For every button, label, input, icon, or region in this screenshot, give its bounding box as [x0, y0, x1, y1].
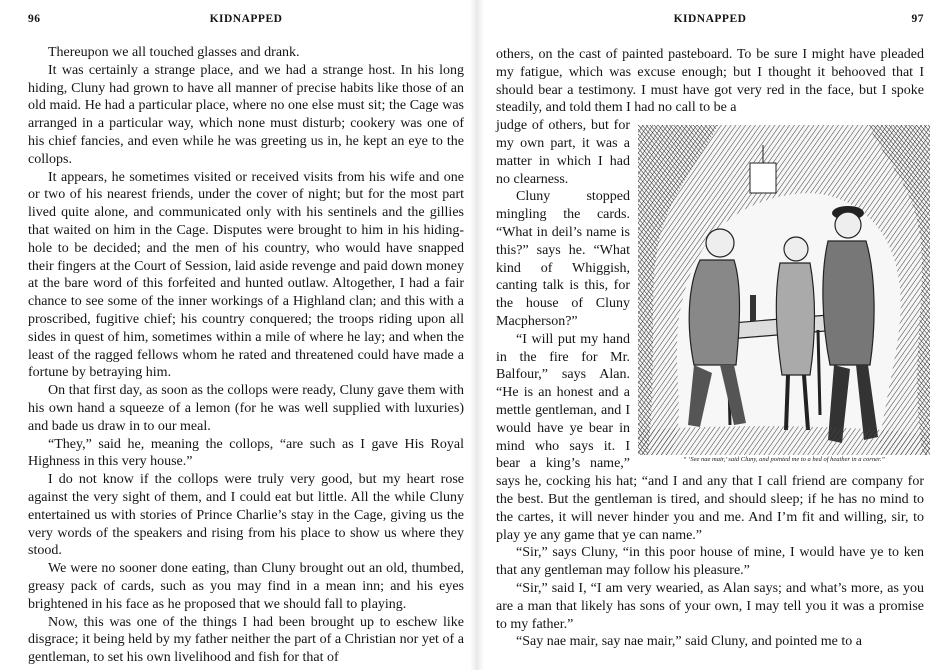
left-page-number: 96: [28, 13, 41, 25]
paragraph: It appears, he sometimes visited or received visits from his wife and one or two of his nearest friends, under the cover of night; but for the most part lived quite alone, and communicated only with his sentinels and the gillies that waited on him in the Cage. Disputes were brought to him in his hiding-hole to be decided; and the men of his country, who would have snapped their fingers at the Court of Session, laid aside revenge and paid down money at the bare word of this forfeited and hunted outlaw. Altogether, I had a fair chance to see some of the inner workings of a Highland clan; and this with a proscribed, fugitive chief; his country conquered; the troops riding upon all sides in quest of him, sometimes within a mile of where he lay; and when the least of the ragged fellows whom he rated and threatened could have made a fortune by betraying him.: [28, 169, 464, 381]
illustration-figure: [638, 125, 930, 464]
paragraph: Now, this was one of the things I had been brought up to eschew like disgrace; it being held by my father neither the part of a Christian nor yet of a gentleman, to set his own livelihood and fish for that of: [28, 614, 464, 666]
illustration-caption: “ ‘See nae mair,’ said Cluny, and pointed me to a bed of heather in a corner.”: [682, 456, 886, 464]
paragraph: “They,” said he, meaning the collops, “are such as I gave His Royal Highness in this very house.”: [28, 436, 464, 470]
paragraph: “Say nae mair, say nae mair,” said Cluny, and pointed me to a: [516, 634, 862, 650]
right-page: [496, 0, 924, 670]
paragraph: “Sir,” said I, “I am very wearied, as Alan says; and what’s more, as you are a man that likely has sons of your own, I may tell you it was a promise to my father.”: [496, 580, 924, 632]
right-page-number: 97: [911, 13, 924, 25]
paragraph: Cluny stopped mingling the cards. “What in deil’s name is this?” says he. “What kind of Whiggish, canting talk is this, for the house of Cluny Macpherson?”: [496, 189, 630, 329]
right-page-header: [496, 0, 924, 28]
left-page-header: [28, 0, 464, 28]
paragraph: “I will put my hand in the fire for Mr. Balfour,” says Alan. “He is an honest and a mettle gentleman, and I would have ye bear in mind who says it. I bear a king’s name,” says he, cocking his hat; “and I and any that I call friend are company for the best. But the gentleman is tired, and should sleep; if he has no mind to the cartes, it will never hinder you and me. And I’m fit and willing, sir, to play ye any game that ye can name.”: [496, 331, 924, 543]
engraving-illustration-icon: [638, 125, 930, 455]
paragraph: Thereupon we all touched glasses and drank.: [48, 45, 300, 60]
left-page: [28, 0, 464, 670]
paragraph: I do not know if the collops were truly very good, but my heart rose against the very sight of them, and I could eat but little. All the while Cluny entertained us with stories of Prince Charlie’s stay in the Cage, giving us the very words of the speakers and rising from his place to show us where they stood.: [28, 472, 464, 559]
paragraph: “Sir,” says Cluny, “in this poor house of mine, I would have ye to ken that any gentleman may follow his pleasure.”: [496, 545, 924, 579]
paragraph: others, on the cast of painted pasteboard. To be sure I might have pleaded my fatigue, which was excuse enough; but I thought it behooved that I should bear a testimony. I must have got very red in the face, but I spoke steadily, and told them I had no call to be a: [496, 47, 924, 116]
right-running-head: KIDNAPPED: [673, 13, 747, 25]
paragraph: On that first day, as soon as the collops were ready, Cluny gave them with his own hand a squeeze of a lemon (for he was well supplied with luxuries) and bade us draw in to our meal.: [28, 383, 464, 434]
left-body-text: [28, 44, 464, 667]
paragraph: We were no sooner done eating, than Cluny brought out an old, thumbed, greasy pack of cards, such as you may find in a mean inn; and his eyes brightened in his face as he proposed that we should fall to playing.: [28, 561, 464, 612]
right-body-text: [496, 46, 924, 651]
paragraph: judge of others, but for my own part, it was a matter in which I had no clearness.: [496, 118, 630, 187]
paragraph: It was certainly a strange place, and we had a strange host. In his long hiding, Cluny had grown to have all manner of precise habits like those of an old maid. He had a particular place, where no one else must sit; the Cage was arranged in a particular way, which none must disturb; cookery was one of his chief fancies, and even while he was greeting us in, he kept an eye to the collops.: [28, 62, 464, 167]
book-gutter: [470, 0, 484, 670]
left-running-head: KIDNAPPED: [209, 13, 283, 25]
